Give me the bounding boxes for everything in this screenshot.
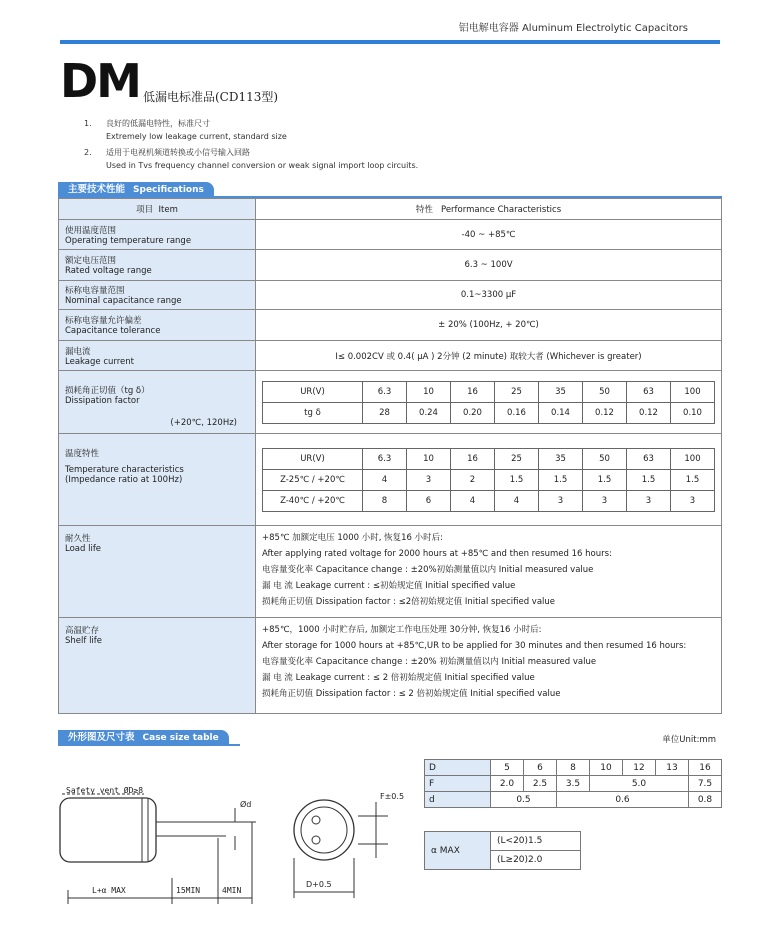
alpha-max-table: α MAX (L<20)1.5 (L≥20)2.0 (424, 831, 581, 870)
spec-section-tab: 主要技术性能 Specifications (58, 182, 214, 198)
spec-value: ± 20% (100Hz, + 20℃) (256, 310, 722, 341)
spec-header-row (59, 199, 722, 220)
case-section-tab: 外形图及尺寸表 Case size table (58, 730, 229, 746)
feature-2-en: Used in Tvs frequency channel conversion or weak signal import loop circuits. (106, 161, 419, 170)
spec-table (58, 198, 722, 714)
temperature-row: 温度特性 Temperature characteristics (Impedance ratio at 100Hz) UR(V) 6.3 10 16 25 35 50 63 100 Z-25℃ / +20℃ 4 3 2 1.5 1.5 1.5 1.5 1.5 Z-40℃ / +20℃ 8 6 4 4 3 3 3 3 (59, 434, 722, 526)
feature-1-en: Extremely low leakage current, standard size (106, 132, 287, 141)
product-code: DM (60, 54, 140, 108)
phi-d-label: Ød (240, 800, 252, 809)
shelf-life-row: 高温贮存 Shelf life +85℃，1000 小时贮存后, 加额定工作电压处理 30分钟, 恢复16 小时后: After storage for 1000 hours at +85℃,UR to be applied for 30 minutes and then resumed 16 hours: 电容量变化率 Capacitance change : ±20% 初始测量值以内 Initial measured value 漏 电 流 Leakage current : ≤ 2 倍初始规定值 Initial specified value 损耗角正切值 Dissipation factor : ≤ 2 倍初始规定值 Initial specified value (59, 618, 722, 714)
min15-label: 15MIN (176, 886, 201, 895)
spec-row: 标称电容量允许偏差 Capacitance tolerance ± 20% (100Hz, + 20℃) (59, 310, 722, 341)
f-tolerance-label: F±0.5 (380, 792, 405, 801)
feature-1-cn: 1. 良好的低漏电特性，标准尺寸 (84, 119, 210, 128)
header-rule (60, 40, 720, 44)
feature-2-cn: 2. 适用于电视机频道转换或小信号输入回路 (84, 148, 250, 157)
unit-label: 单位Unit:mm (662, 735, 716, 745)
spec-row: 标称电容量范围 Nominal capacitance range 0.1~3300 μF (59, 281, 722, 310)
spec-header-perf: 特性 Performance Characteristics (256, 199, 722, 220)
spec-value: I≤ 0.002CV 或 0.4( μA ) 2分钟 (2 minute) 取较大者 (Whichever is greater) (256, 341, 722, 371)
dissipation-row: 损耗角正切值（tg δ） Dissipation factor (+20℃, 120Hz) UR(V) 6.3 10 16 25 35 50 63 100 tg δ 28 0.24 0.20 0.16 0.14 0.12 0.12 0.10 (59, 371, 722, 434)
d-tolerance-label: D+0.5 (306, 880, 332, 889)
case-row-d: d 0.5 0.6 0.8 (425, 792, 722, 808)
dissipation-ur-row: UR(V) 6.3 10 16 25 35 50 63 100 (263, 381, 715, 402)
case-section-line (58, 744, 240, 746)
dissipation-tg-row: tg δ 28 0.24 0.20 0.16 0.14 0.12 0.12 0.10 (263, 402, 715, 423)
spec-value: -40 ~ +85℃ (256, 220, 722, 250)
header-title: 铝电解电容器 Aluminum Electrolytic Capacitors (458, 23, 688, 34)
outline-drawing (58, 758, 410, 940)
case-size-table (424, 759, 722, 808)
spec-value: 0.1~3300 μF (256, 281, 722, 310)
spec-header-item: 项目 Item (59, 199, 256, 220)
spec-value: 6.3 ~ 100V (256, 250, 722, 281)
dissipation-table (262, 381, 715, 424)
l-max-label: L+α MAX (92, 886, 126, 895)
product-subtitle: 低漏电标准品(CD113型) (143, 90, 279, 104)
load-life-row: 耐久性 Load life +85℃ 加额定电压 1000 小时, 恢复16 小时后: After applying rated voltage for 2000 hours at +85℃ and then resumed 16 hours: 电容量变化率 Capacitance change : ±20%初始测量值以内 Initial measured value 漏 电 流 Leakage current : ≤初始规定值 Initial specified value 损耗角正切值 Dissipation factor : ≤2倍初始规定值 Initial specified value (59, 526, 722, 618)
temperature-table: UR(V) 6.3 10 16 25 35 50 63 100 Z-25℃ / +20℃ 4 3 2 1.5 1.5 1.5 1.5 1.5 Z-40℃ / +20℃ 8 6 4 4 3 3 3 3 (262, 448, 715, 512)
min4-label: 4MIN (222, 886, 242, 895)
case-row-F: F 2.0 2.5 3.5 5.0 7.5 (425, 776, 722, 792)
spec-row: 使用温度范围 Operating temperature range -40 ~ +85℃ (59, 220, 722, 250)
safety-vent-label: Safety vent ØD≥8 (66, 786, 144, 795)
case-row-D: D 5 6 8 10 12 13 16 (425, 760, 722, 776)
spec-row: 漏电流 Leakage current I≤ 0.002CV 或 0.4( μA ) 2分钟 (2 minute) 取较大者 (Whichever is greater) (59, 341, 722, 371)
spec-row: 额定电压范围 Rated voltage range 6.3 ~ 100V (59, 250, 722, 281)
